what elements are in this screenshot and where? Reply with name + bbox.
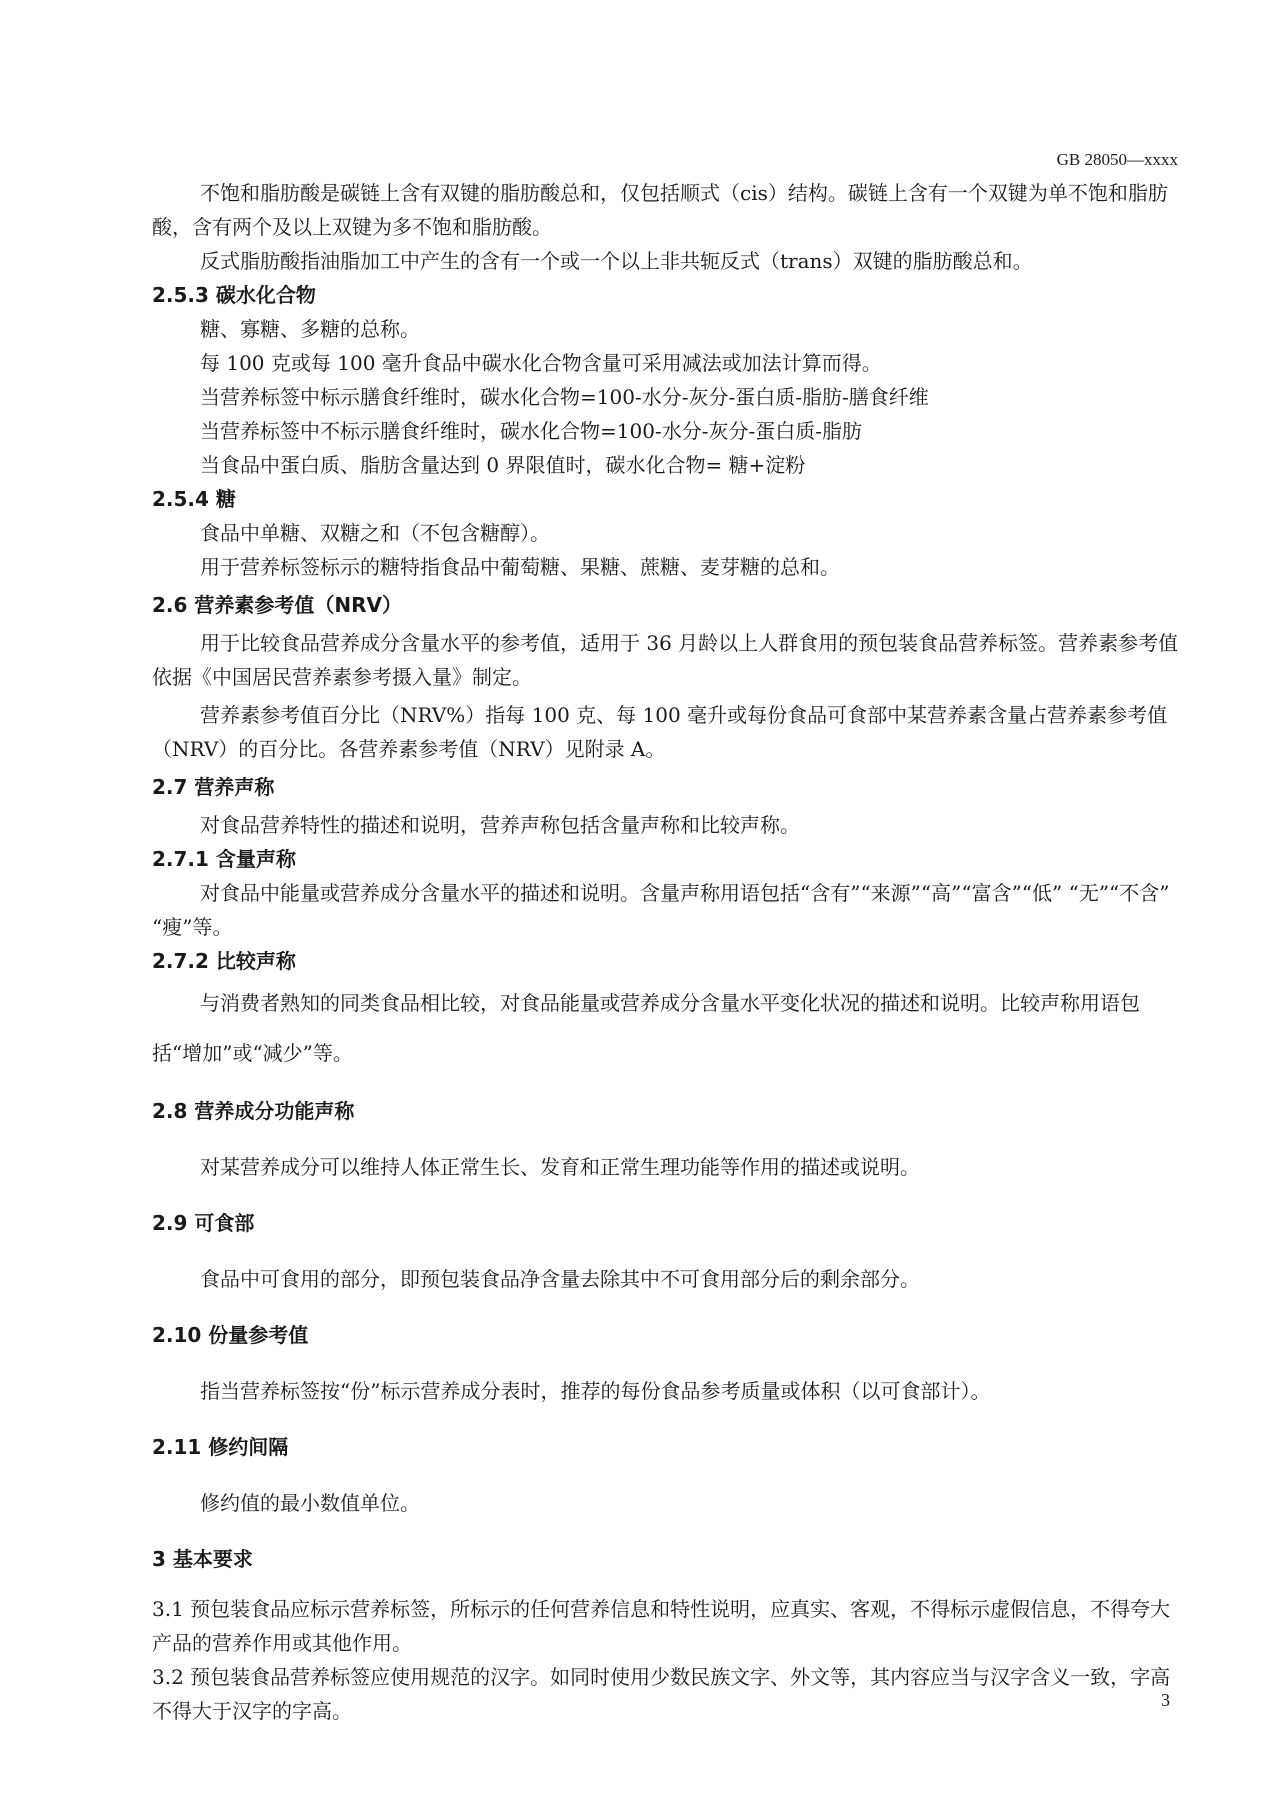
paragraph-sugar-label: 用于营养标签标示的糖特指食品中葡萄糖、果糖、蔗糖、麦芽糖的总和。 xyxy=(200,555,840,579)
paragraph-nutrition-claim: 对食品营养特性的描述和说明，营养声称包括含量声称和比较声称。 xyxy=(200,813,800,837)
heading-2-5-4: 2.5.4 糖 xyxy=(152,487,236,511)
paragraph-carb-zero-limit: 当食品中蛋白质、脂肪含量达到 0 界限值时，碳水化合物= 糖+淀粉 xyxy=(200,453,806,477)
paragraph-nrv-definition: 用于比较食品营养成分含量水平的参考值，适用于 36 月龄以上人群食用的预包装食品营养标签。营养素参考值依据《中国居民营养素参考摄入量》制定。 xyxy=(152,631,1179,689)
paragraph-3-1: 3.1 预包装食品应标示营养标签，所标示的任何营养信息和特性说明，应真实、客观，不得标示虚假信息，不得夸大产品的营养作用或其他作用。 xyxy=(152,1597,1171,1655)
paragraph-function-claim: 对某营养成分可以维持人体正常生长、发育和正常生理功能等作用的描述或说明。 xyxy=(200,1155,920,1179)
heading-2-10: 2.10 份量参考值 xyxy=(152,1323,309,1347)
heading-2-9: 2.9 可食部 xyxy=(152,1211,255,1235)
paragraph-carb-without-fiber: 当营养标签中不标示膳食纤维时，碳水化合物=100-水分-灰分-蛋白质-脂肪 xyxy=(200,419,862,443)
heading-2-7-2: 2.7.2 比较声称 xyxy=(152,949,296,973)
paragraph-carb-with-fiber: 当营养标签中标示膳食纤维时，碳水化合物=100-水分-灰分-蛋白质-脂肪-膳食纤维 xyxy=(200,385,929,409)
paragraph-comparison-claim: 与消费者熟知的同类食品相比较，对食品能量或营养成分含量水平变化状况的描述和说明。比较声称用语包括“增加”或“减少”等。 xyxy=(152,991,1140,1065)
document-body xyxy=(152,176,1190,1728)
paragraph-edible-part: 食品中可食用的部分，即预包装食品净含量去除其中不可食用部分后的剩余部分。 xyxy=(200,1267,920,1291)
standard-code: GB 28050—xxxx xyxy=(1056,150,1178,169)
heading-2-11: 2.11 修约间隔 xyxy=(152,1435,289,1459)
paragraph-rounding-interval: 修约值的最小数值单位。 xyxy=(200,1491,420,1515)
paragraph-serving-reference: 指当营养标签按“份”标示营养成分表时，推荐的每份食品参考质量或体积（以可食部计）。 xyxy=(200,1379,991,1403)
paragraph-carb-calculation: 每 100 克或每 100 毫升食品中碳水化合物含量可采用减法或加法计算而得。 xyxy=(200,351,882,375)
heading-2-7-1: 2.7.1 含量声称 xyxy=(152,847,296,871)
paragraph-unsaturated-fat: 不饱和脂肪酸是碳链上含有双键的脂肪酸总和，仅包括顺式（cis）结构。碳链上含有一个双键为单不饱和脂肪酸，含有两个及以上双键为多不饱和脂肪酸。 xyxy=(152,181,1168,239)
paragraph-nrv-percent: 营养素参考值百分比（NRV%）指每 100 克、每 100 毫升或每份食品可食部中某营养素含量占营养素参考值（NRV）的百分比。各营养素参考值（NRV）见附录 A。 xyxy=(152,703,1168,761)
paragraph-3-2: 3.2 预包装食品营养标签应使用规范的汉字。如同时使用少数民族文字、外文等，其内容应当与汉字含义一致，字高不得大于汉字的字高。 xyxy=(152,1665,1171,1723)
heading-3: 3 基本要求 xyxy=(152,1547,253,1571)
page-number: 3 xyxy=(1161,1690,1170,1710)
paragraph-content-claim: 对食品中能量或营养成分含量水平的描述和说明。含量声称用语包括“含有”“来源”“高”“富含”“低” “无”“不含” “瘦”等。 xyxy=(152,881,1170,939)
heading-2-7: 2.7 营养声称 xyxy=(152,775,275,799)
paragraph-trans-fat: 反式脂肪酸指油脂加工中产生的含有一个或一个以上非共轭反式（trans）双键的脂肪酸总和。 xyxy=(200,249,1033,273)
paragraph-carb-definition: 糖、寡糖、多糖的总称。 xyxy=(200,317,420,341)
heading-2-6: 2.6 营养素参考值（NRV） xyxy=(152,593,403,617)
heading-2-8: 2.8 营养成分功能声称 xyxy=(152,1099,355,1123)
heading-2-5-3: 2.5.3 碳水化合物 xyxy=(152,283,316,307)
paragraph-sugar-definition: 食品中单糖、双糖之和（不包含糖醇）。 xyxy=(200,521,550,545)
